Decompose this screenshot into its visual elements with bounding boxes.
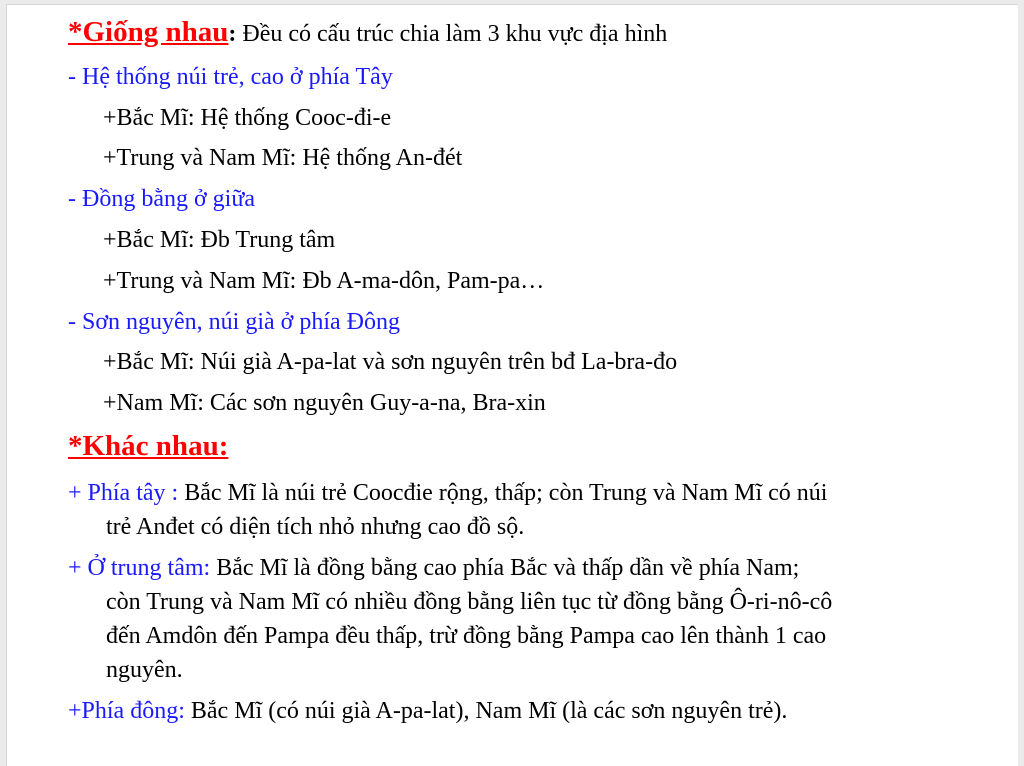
difference-center-label: + Ở trung tâm: <box>68 555 217 581</box>
difference-east-label: +Phía đông: <box>68 698 191 724</box>
difference-center-line-1 <box>68 551 799 585</box>
difference-center-text-1: Bắc Mĩ là đồng bằng cao phía Bắc và thấp dần về phía Nam; <box>216 555 800 581</box>
difference-center-text-3: đến Amdôn đến Pampa đều thấp, trừ đồng bằng Pampa cao lên thành 1 cao <box>106 623 827 649</box>
difference-east-text-1: Bắc Mĩ (có núi già A-pa-lat), Nam Mĩ (là các sơn nguyên trẻ). <box>190 698 788 724</box>
similar-heading-line <box>68 15 667 51</box>
difference-west-label: + Phía tây : <box>68 480 185 506</box>
group-title-middle: - Đồng bằng ở giữa <box>68 186 255 212</box>
group-item-east-north: +Bắc Mĩ: Núi già A-pa-lat và sơn nguyên trên bđ La-bra-đo <box>103 349 678 375</box>
difference-west-line-1 <box>68 476 827 510</box>
group-item-middle-south: +Trung và Nam Mĩ: Đb A-ma-dôn, Pam-pa… <box>103 268 545 294</box>
document-page <box>6 4 1018 766</box>
group-item-west-south: +Trung và Nam Mĩ: Hệ thống An-đét <box>103 145 463 171</box>
difference-center-text-2: còn Trung và Nam Mĩ có nhiều đồng bằng liên tục từ đồng bằng Ô-ri-nô-cô <box>106 589 833 615</box>
group-item-middle-north: +Bắc Mĩ: Đb Trung tâm <box>103 227 336 253</box>
group-title-west: - Hệ thống núi trẻ, cao ở phía Tây <box>68 64 393 90</box>
difference-east-line-1 <box>68 694 787 728</box>
difference-center-text-4: nguyên. <box>106 657 183 683</box>
group-title-east: - Sơn nguyên, núi già ở phía Đông <box>68 309 401 335</box>
similar-heading-colon: : <box>228 21 237 47</box>
similar-intro: Đều có cấu trúc chia làm 3 khu vực địa hình <box>236 21 668 47</box>
difference-west-text-2: trẻ Anđet có diện tích nhỏ nhưng cao đồ sộ. <box>106 514 525 540</box>
different-heading: *Khác nhau: <box>68 430 229 462</box>
group-item-east-south: +Nam Mĩ: Các sơn nguyên Guy-a-na, Bra-xin <box>103 390 546 416</box>
similar-heading: *Giống nhau <box>68 16 229 48</box>
difference-west-text-1: Bắc Mĩ là núi trẻ Coocđie rộng, thấp; còn Trung và Nam Mĩ có núi <box>184 480 828 506</box>
different-heading-line <box>68 429 228 465</box>
group-item-west-north: +Bắc Mĩ: Hệ thống Cooc-đi-e <box>103 105 392 131</box>
